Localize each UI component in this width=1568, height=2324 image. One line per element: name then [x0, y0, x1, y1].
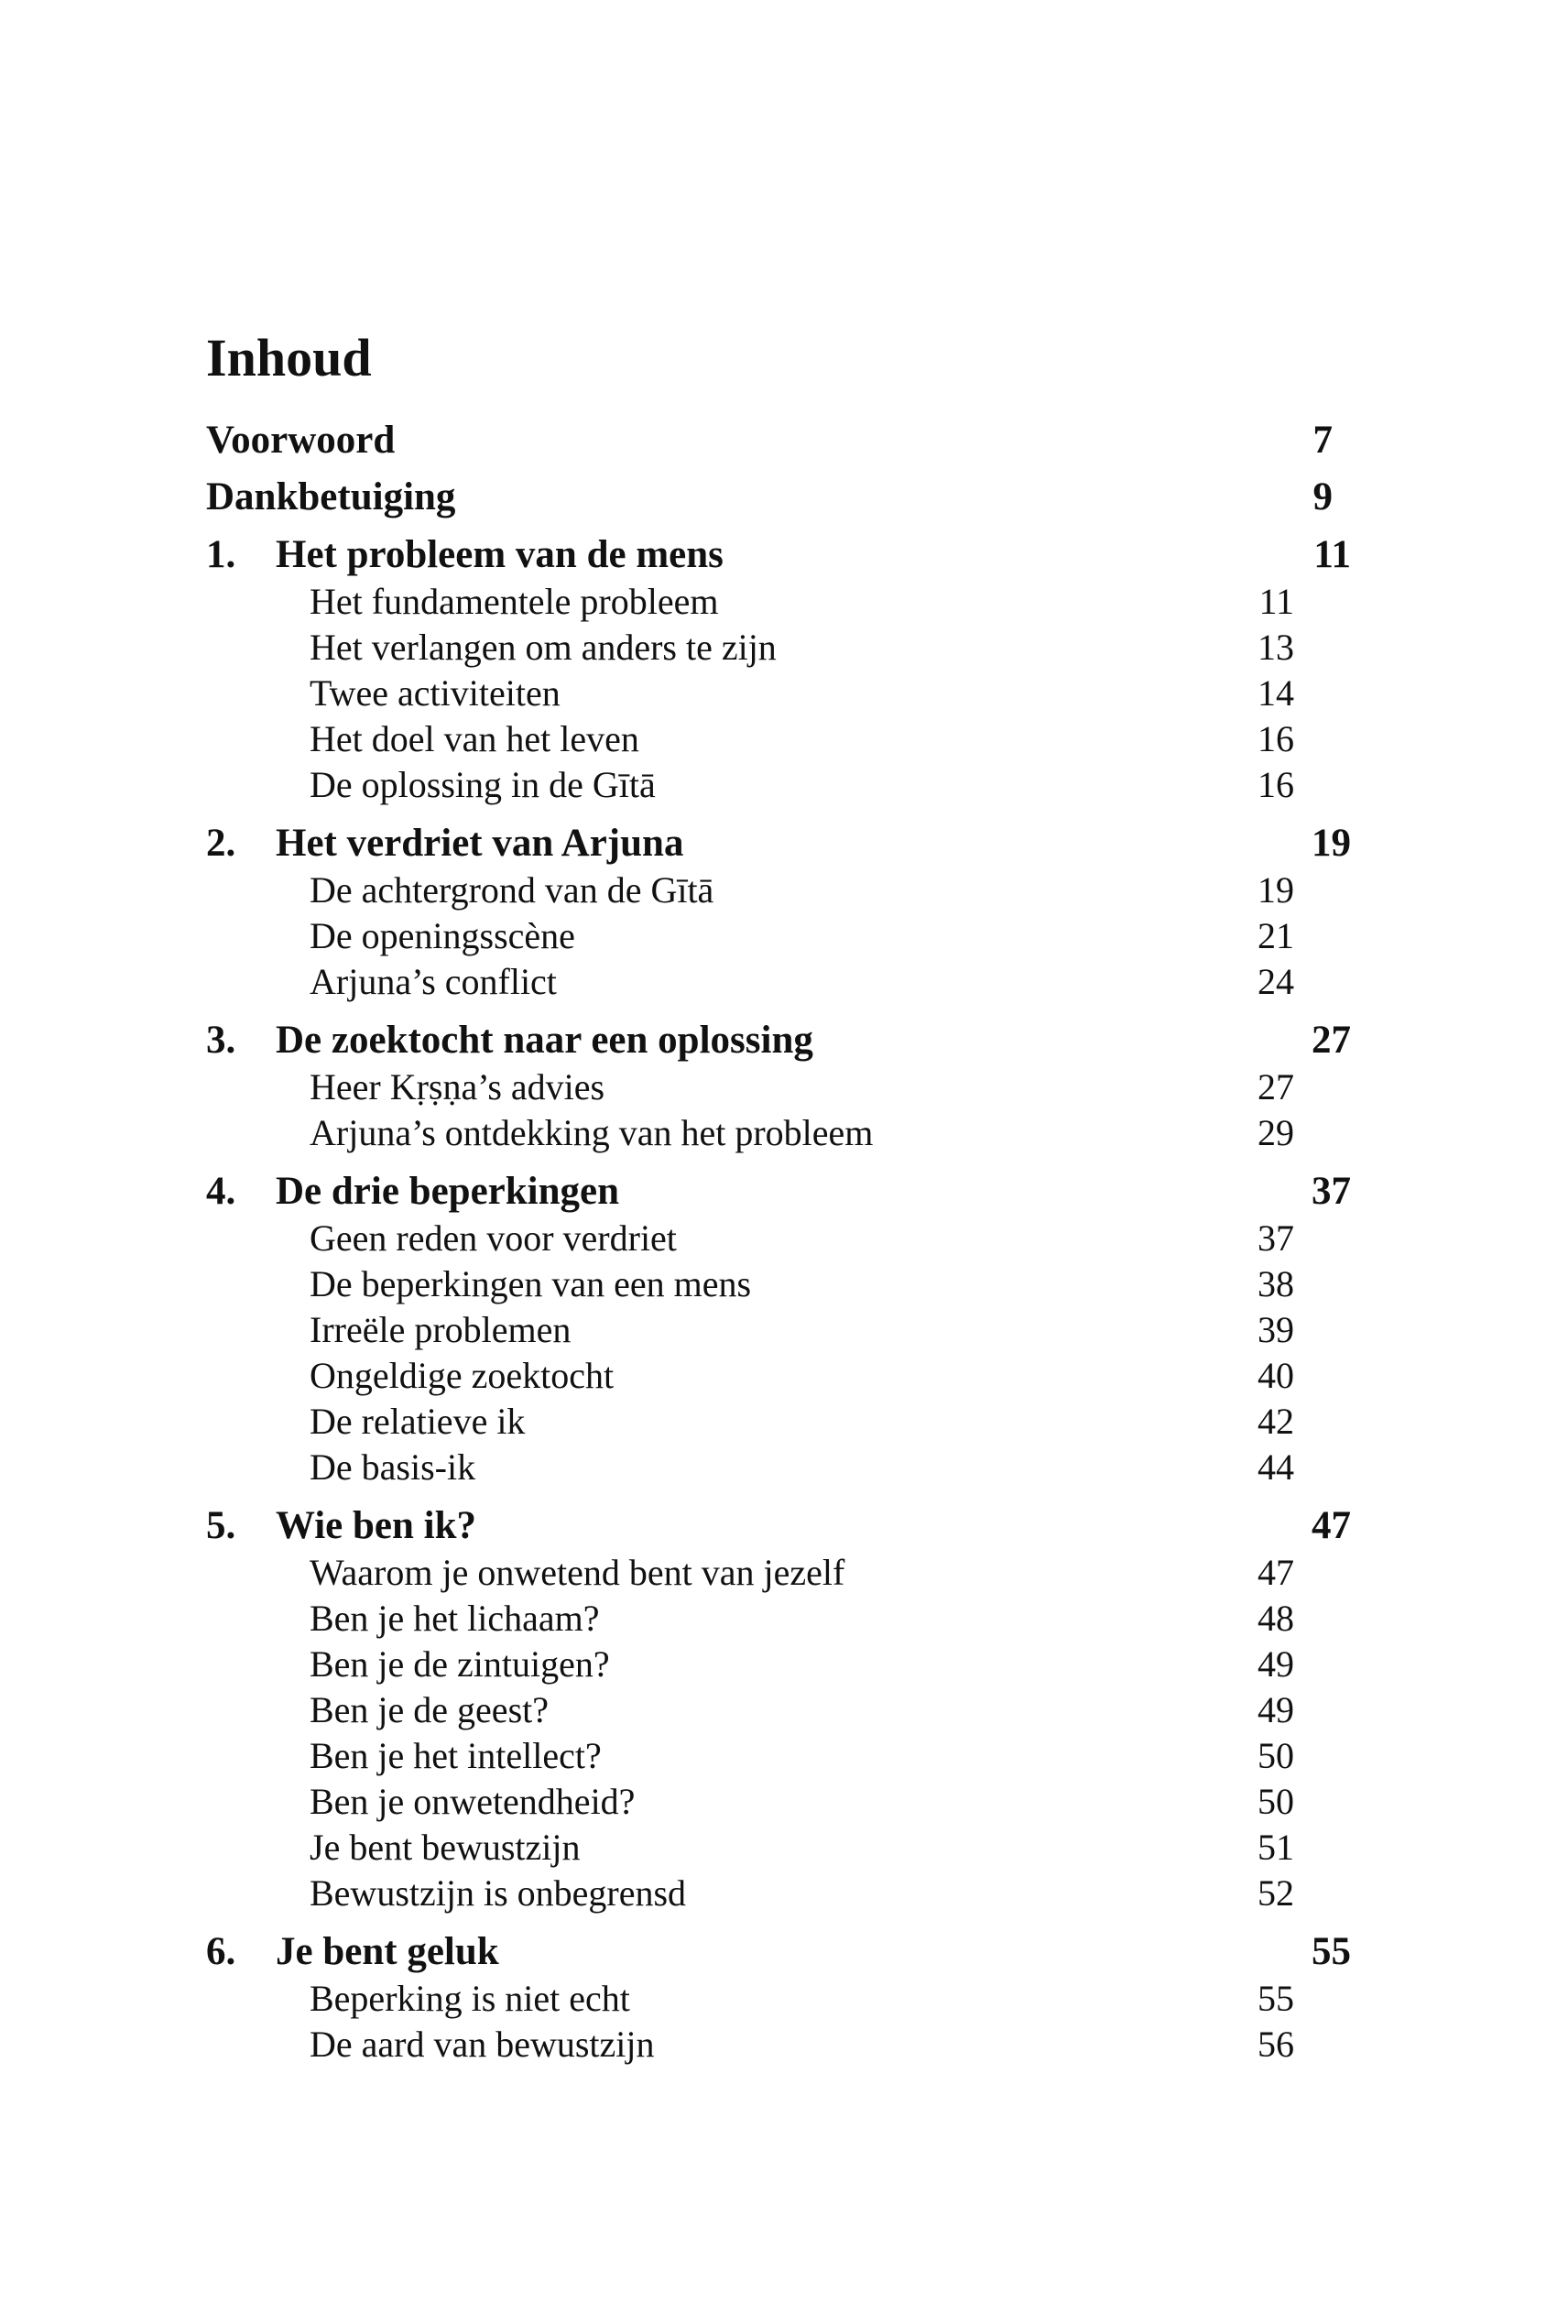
entry-title: Arjuna’s ontdekking van het probleem [310, 1112, 874, 1153]
entry-title: Je bent geluk [276, 1930, 499, 1973]
entry-title: De drie beperkingen [276, 1170, 620, 1213]
entry-title: Het verdriet van Arjuna [276, 822, 684, 865]
entry-title: De basis-ik [310, 1446, 476, 1488]
toc-chapter [0, 1926, 1568, 1971]
page-number: 47 [1312, 1504, 1351, 1547]
entry-title: De relatieve ik [310, 1401, 526, 1442]
page-number: 9 [1312, 475, 1333, 518]
toc-chapter [0, 1500, 1568, 1545]
toc-subentry [0, 863, 1568, 909]
entry-title: De achtergrond van de Gītā [310, 869, 714, 911]
entry-title: Voorwoord [206, 419, 396, 462]
page-number: 52 [1258, 1872, 1294, 1914]
toc-entry [0, 414, 1568, 460]
entry-title: De openingsscène [310, 915, 575, 956]
entry-title: De oplossing in de Gītā [310, 764, 656, 805]
page-number: 50 [1258, 1735, 1294, 1776]
entry-title: Ongeldige zoektocht [310, 1355, 615, 1396]
chapter-number: 1. [206, 533, 236, 576]
entry-title: Bewustzijn is onbegrensd [310, 1872, 687, 1914]
toc-entry [0, 471, 1568, 517]
toc-subentry [0, 1637, 1568, 1683]
page-number: 37 [1312, 1170, 1351, 1213]
toc-subentry [0, 1729, 1568, 1774]
toc-subentry [0, 1774, 1568, 1820]
chapter-number: 2. [206, 822, 236, 865]
page-number: 47 [1258, 1552, 1294, 1593]
page-number: 16 [1258, 764, 1294, 805]
page-number: 7 [1312, 419, 1333, 462]
entry-title: Het doel van het leven [310, 718, 639, 759]
toc-subentry [0, 1866, 1568, 1912]
page-number: 27 [1258, 1066, 1294, 1107]
chapter-number: 5. [206, 1504, 236, 1547]
chapter-number: 3. [206, 1019, 236, 1062]
entry-title: Het verlangen om anders te zijn [310, 627, 777, 668]
chapter-number: 6. [206, 1930, 236, 1973]
entry-title: Het probleem van de mens [276, 533, 724, 576]
toc-subentry [0, 1106, 1568, 1151]
entry-title: Ben je onwetendheid? [310, 1781, 636, 1822]
entry-title: Je bent bewustzijn [310, 1827, 581, 1868]
toc-subentry [0, 1971, 1568, 2017]
entry-title: Heer Kṛṣṇa’s advies [310, 1066, 605, 1107]
toc-subentry [0, 2017, 1568, 2063]
page-number: 51 [1258, 1827, 1294, 1868]
page-number: 13 [1258, 627, 1294, 668]
toc-title: Inhoud [206, 328, 372, 387]
page-number: 27 [1312, 1019, 1351, 1062]
page-number: 40 [1258, 1355, 1294, 1396]
toc-subentry [0, 1440, 1568, 1486]
toc-subentry [0, 1683, 1568, 1729]
page-number: 55 [1258, 1978, 1294, 2019]
page-number: 50 [1258, 1781, 1294, 1822]
entry-title: Arjuna’s conflict [310, 961, 557, 1002]
toc-subentry [0, 1060, 1568, 1106]
page-number: 21 [1258, 915, 1294, 956]
page-number: 39 [1258, 1309, 1294, 1350]
entry-title: Waarom je onwetend bent van jezelf [310, 1552, 845, 1593]
entry-title: Beperking is niet echt [310, 1978, 630, 2019]
toc-subentry [0, 1303, 1568, 1348]
toc-subentry [0, 1591, 1568, 1637]
page-number: 48 [1258, 1598, 1294, 1639]
page-number: 37 [1258, 1217, 1294, 1259]
page-number: 55 [1312, 1930, 1351, 1973]
toc-subentry [0, 1394, 1568, 1440]
toc-chapter [0, 817, 1568, 863]
page-number: 19 [1258, 869, 1294, 911]
toc-subentry [0, 909, 1568, 955]
toc-chapter [0, 1014, 1568, 1060]
entry-title: Ben je de zintuigen? [310, 1643, 610, 1685]
entry-title: Ben je het intellect? [310, 1735, 602, 1776]
entry-title: Het fundamentele probleem [310, 581, 719, 622]
toc-chapter [0, 529, 1568, 574]
entry-title: De zoektocht naar een oplossing [276, 1019, 813, 1062]
toc-subentry [0, 712, 1568, 758]
toc-subentry [0, 574, 1568, 620]
entry-title: De beperkingen van een mens [310, 1263, 752, 1304]
toc-subentry [0, 1257, 1568, 1303]
toc-subentry [0, 955, 1568, 1000]
toc-chapter [0, 1165, 1568, 1211]
page-number: 11 [1313, 533, 1351, 576]
toc-subentry [0, 1820, 1568, 1866]
entry-title: Wie ben ik? [276, 1504, 477, 1547]
entry-title: Twee activiteiten [310, 672, 561, 714]
toc-subentry [0, 758, 1568, 803]
entry-title: Ben je de geest? [310, 1689, 549, 1730]
toc-subentry [0, 1545, 1568, 1591]
page-number: 16 [1258, 718, 1294, 759]
page-number: 44 [1258, 1446, 1294, 1488]
toc-subentry [0, 666, 1568, 712]
page-number: 49 [1258, 1689, 1294, 1730]
page-number: 19 [1312, 822, 1351, 865]
page-number: 24 [1258, 961, 1294, 1002]
toc-subentry [0, 620, 1568, 666]
toc-subentry [0, 1211, 1568, 1257]
page-number: 49 [1258, 1643, 1294, 1685]
entry-title: Geen reden voor verdriet [310, 1217, 677, 1259]
toc-subentry [0, 1348, 1568, 1394]
page-number: 14 [1258, 672, 1294, 714]
page-number: 42 [1258, 1401, 1294, 1442]
page-number: 11 [1258, 581, 1294, 622]
page-number: 38 [1258, 1263, 1294, 1304]
entry-title: De aard van bewustzijn [310, 2024, 655, 2065]
page-number: 29 [1258, 1112, 1294, 1153]
entry-title: Ben je het lichaam? [310, 1598, 600, 1639]
entry-title: Dankbetuiging [206, 475, 456, 518]
page-number: 56 [1258, 2024, 1294, 2065]
chapter-number: 4. [206, 1170, 236, 1213]
entry-title: Irreële problemen [310, 1309, 572, 1350]
